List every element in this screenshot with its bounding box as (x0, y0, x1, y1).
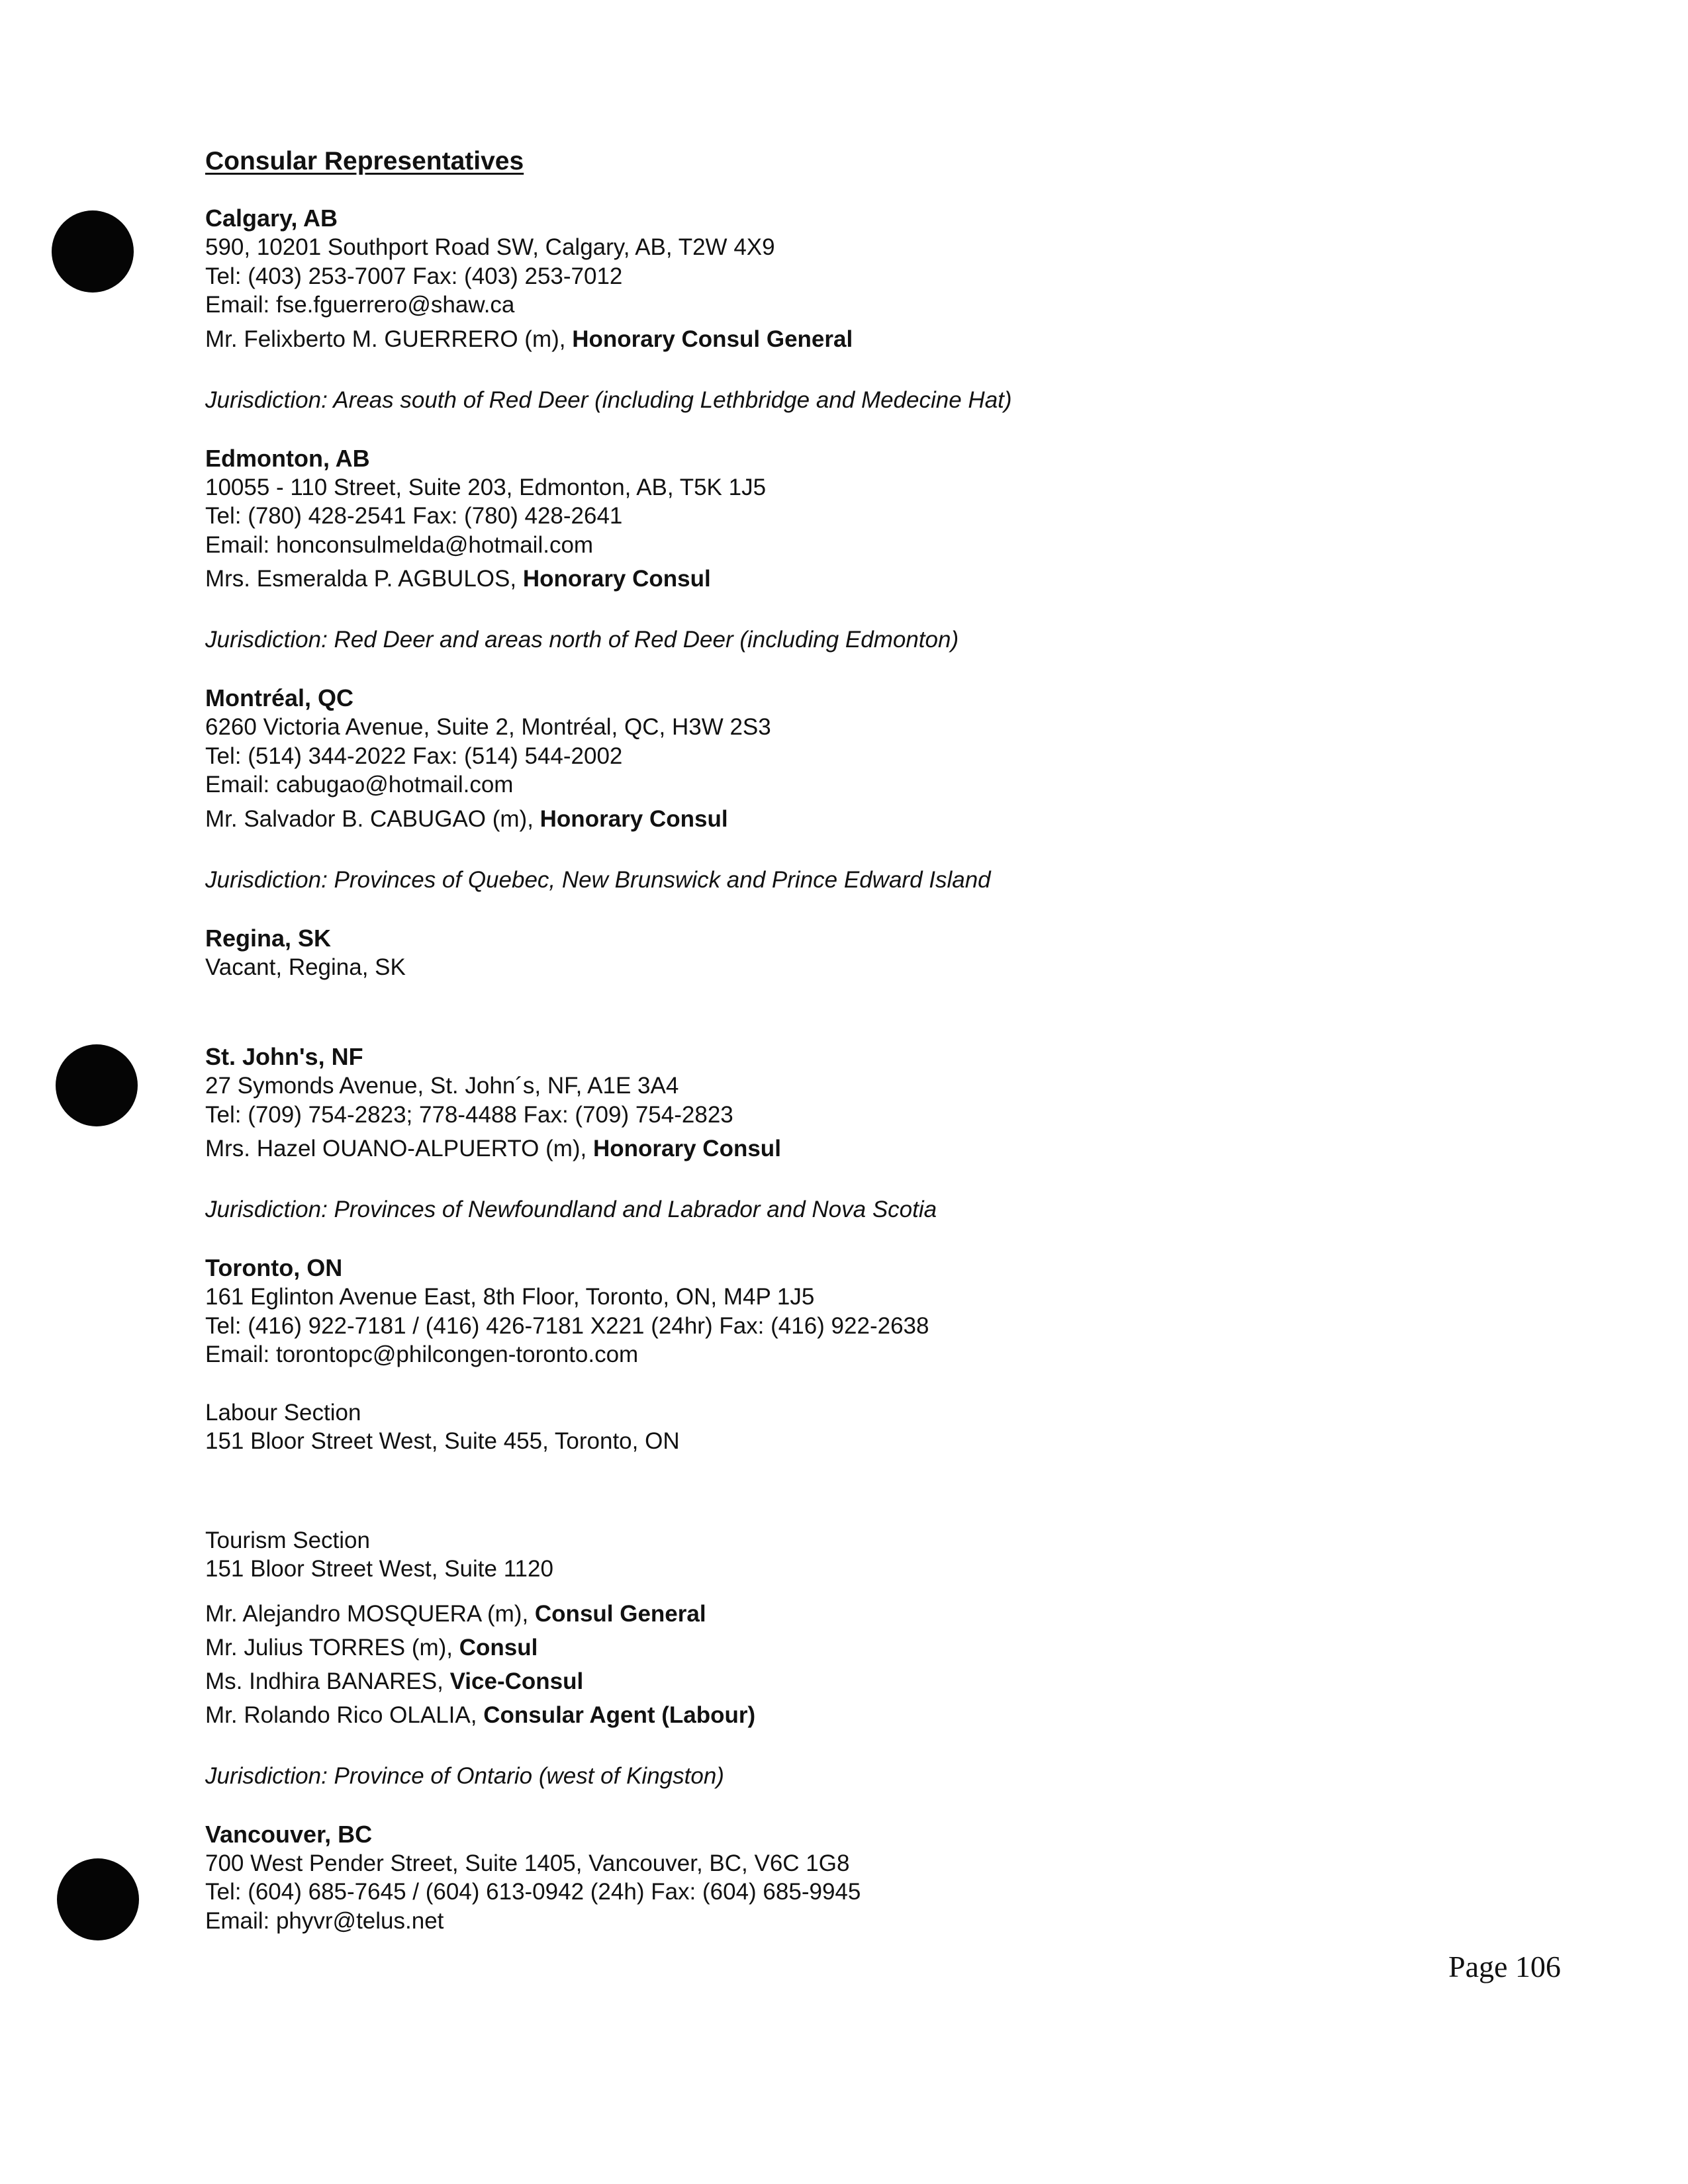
consul-person (205, 1132, 1463, 1165)
page-heading: Consular Representatives (205, 147, 524, 175)
phone-line: Tel: (403) 253-7007 Fax: (403) 253-7012 (205, 263, 623, 289)
person-list (205, 802, 1463, 836)
person-name: Mr. Rolando Rico OLALIA, (205, 1702, 484, 1728)
email-line: Email: phyvr@telus.net (205, 1907, 444, 1934)
jurisdiction-note: Jurisdiction: Provinces of Newfoundland and Labrador and Nova Scotia (205, 1197, 937, 1222)
phone-line: Tel: (514) 344-2022 Fax: (514) 544-2002 (205, 743, 623, 769)
consulate-entry-calgary (205, 204, 1463, 415)
person-title: Honorary Consul (539, 805, 728, 832)
page-number: Page 106 (1448, 1950, 1561, 1983)
city-name: Regina, SK (205, 924, 332, 952)
consulate-entry-st-johns (205, 1042, 1463, 1224)
consulate-entry-toronto (205, 1253, 1463, 1791)
binder-hole (52, 210, 134, 293)
consul-person (205, 562, 1463, 596)
email-line: Email: torontopc@philcongen-toronto.com (205, 1342, 639, 1367)
consul-person (205, 1631, 1463, 1664)
address-line: 590, 10201 Southport Road SW, Calgary, AB, T2W 4X9 (205, 234, 775, 260)
phone-line: Tel: (709) 754-2823; 778-4488 Fax: (709) 754-2823 (205, 1101, 733, 1128)
jurisdiction-note: Jurisdiction: Provinces of Quebec, New Brunswick and Prince Edward Island (205, 866, 991, 893)
jurisdiction-note: Jurisdiction: Areas south of Red Deer (including Lethbridge and Medecine Hat) (205, 387, 1012, 413)
consul-person (205, 1664, 1463, 1698)
person-title: Honorary Consul (522, 566, 711, 592)
jurisdiction-note: Jurisdiction: Province of Ontario (west of Kingston) (205, 1762, 724, 1789)
consulate-entry-vancouver (205, 1820, 1463, 1936)
consul-person (205, 1698, 1463, 1732)
person-list (205, 322, 1463, 356)
section-title: Tourism Section (205, 1527, 370, 1553)
person-name: Mr. Alejandro MOSQUERA (m), (205, 1600, 535, 1627)
address-line: 10055 - 110 Street, Suite 203, Edmonton, AB, T5K 1J5 (205, 474, 767, 500)
person-name: Ms. Indhira BANARES, (205, 1668, 450, 1694)
section-title: Labour Section (205, 1399, 361, 1426)
tourism-section (205, 1526, 1463, 1584)
city-name: Calgary, AB (205, 205, 338, 232)
email-line: Email: honconsulmelda@hotmail.com (205, 531, 594, 558)
phone-line: Tel: (780) 428-2541 Fax: (780) 428-2641 (205, 503, 623, 529)
consul-person (205, 322, 1463, 356)
labour-section (205, 1398, 1463, 1456)
phone-line: Tel: (604) 685-7645 / (604) 613-0942 (24h) Fax: (604) 685-9945 (205, 1879, 861, 1905)
document-body (205, 147, 1463, 1935)
person-list (205, 562, 1463, 596)
person-title: Consul (459, 1634, 538, 1661)
section-address: 151 Bloor Street West, Suite 1120 (205, 1556, 553, 1582)
consulate-entry-montreal (205, 684, 1463, 895)
section-address: 151 Bloor Street West, Suite 455, Toronto, ON (205, 1428, 680, 1454)
city-name: Montréal, QC (205, 684, 354, 711)
phone-line: Tel: (416) 922-7181 / (416) 426-7181 X221 (24hr) Fax: (416) 922-2638 (205, 1312, 929, 1339)
person-list (205, 1597, 1463, 1732)
person-name: Mrs. Hazel OUANO-ALPUERTO (m), (205, 1136, 593, 1161)
address-line: Vacant, Regina, SK (205, 954, 406, 980)
email-line: Email: cabugao@hotmail.com (205, 772, 514, 797)
address-line: 161 Eglinton Avenue East, 8th Floor, Toronto, ON, M4P 1J5 (205, 1284, 815, 1310)
consulate-entry-edmonton (205, 444, 1463, 655)
city-name: Vancouver, BC (205, 1820, 373, 1848)
person-title: Honorary Consul General (572, 326, 853, 352)
address-line: 6260 Victoria Avenue, Suite 2, Montréal, QC, H3W 2S3 (205, 714, 771, 740)
person-name: Mrs. Esmeralda P. AGBULOS, (205, 566, 523, 592)
person-title: Vice-Consul (449, 1668, 584, 1694)
address-line: 700 West Pender Street, Suite 1405, Vancouver, BC, V6C 1G8 (205, 1850, 850, 1876)
person-name: Mr. Julius TORRES (m), (205, 1634, 459, 1661)
consul-person (205, 1597, 1463, 1631)
person-title: Honorary Consul (593, 1136, 781, 1161)
binder-hole (56, 1044, 138, 1126)
person-title: Consul General (534, 1600, 706, 1627)
city-name: Toronto, ON (205, 1254, 343, 1281)
person-name: Mr. Salvador B. CABUGAO (m), (205, 805, 540, 832)
binder-hole (57, 1858, 139, 1940)
email-line: Email: fse.fguerrero@shaw.ca (205, 292, 515, 318)
consul-person (205, 802, 1463, 836)
city-name: St. John's, NF (205, 1043, 363, 1070)
person-name: Mr. Felixberto M. GUERRERO (m), (205, 326, 573, 352)
consulate-entry-regina (205, 924, 1463, 982)
jurisdiction-note: Jurisdiction: Red Deer and areas north of Red Deer (including Edmonton) (205, 627, 959, 653)
person-list (205, 1132, 1463, 1165)
city-name: Edmonton, AB (205, 444, 370, 472)
address-line: 27 Symonds Avenue, St. John´s, NF, A1E 3A4 (205, 1073, 679, 1099)
person-title: Consular Agent (Labour) (483, 1702, 756, 1728)
